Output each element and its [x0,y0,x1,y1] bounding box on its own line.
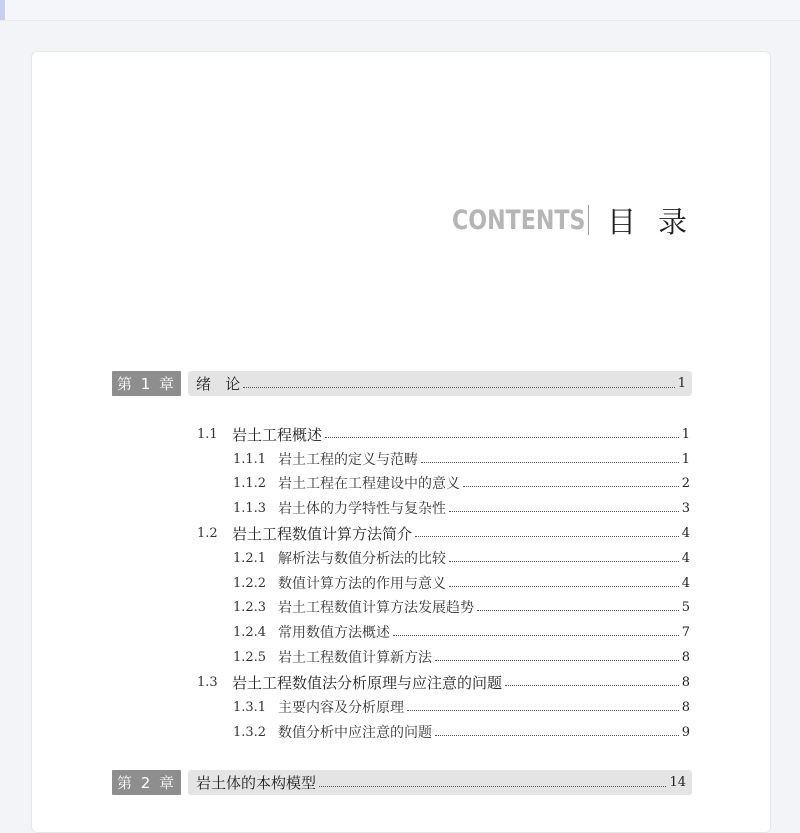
page-number: 8 [681,699,690,715]
subsection-title: 数值计算方法的作用与意义 [278,576,446,592]
dot-leader [463,485,679,487]
dot-leader [449,560,679,562]
top-accent [0,0,5,20]
subsection-number: 1.2.1 [233,550,267,566]
page-number: 1 [681,426,690,442]
subsection-number: 1.2.4 [233,624,267,640]
dot-leader [421,461,679,463]
dot-leader [407,709,679,711]
toc-subsection[interactable] [233,572,690,594]
subsection-title: 主要内容及分析原理 [278,700,404,716]
toc-section[interactable] [197,522,690,544]
subsection-title: 解析法与数值分析法的比较 [278,551,446,567]
subsection-number: 1.2.2 [233,575,267,591]
top-bar [0,0,800,21]
subsection-title: 岩土工程的定义与范畴 [278,452,418,468]
page-number: 1 [681,451,690,467]
page-number: 14 [669,775,686,790]
chapter-title: 绪 论 [196,375,241,393]
page-number: 4 [681,525,690,541]
page-number: 9 [681,724,690,740]
chapter-number: 第 1 章 [112,371,181,396]
subsection-number: 1.1.3 [233,500,267,516]
chapter-number: 第 2 章 [112,770,181,795]
chapter-bar [188,770,692,795]
subsection-number: 1.3.2 [233,724,267,740]
dot-leader [477,609,679,611]
dot-leader [435,659,679,661]
dot-leader [393,634,679,636]
toc-subsection[interactable] [233,497,690,519]
heading-divider [588,205,589,235]
toc-section[interactable] [197,423,690,445]
subsection-title: 岩土工程数值计算方法发展趋势 [278,600,474,616]
dot-leader [325,436,679,438]
page-number: 5 [681,599,690,615]
page-number: 4 [681,550,690,566]
dot-leader [415,535,679,537]
section-number: 1.2 [197,525,218,541]
dot-leader [243,386,674,388]
section-number: 1.1 [197,426,218,442]
chapter-title: 岩土体的本构模型 [196,774,317,792]
page-number: 3 [681,500,690,516]
subsection-number: 1.1.1 [233,451,267,467]
dot-leader [449,510,679,512]
section-number: 1.3 [197,674,218,690]
contents-heading [452,200,709,240]
heading-chinese: 目录 [607,204,710,239]
section-title: 岩土工程概述 [232,425,323,444]
dot-leader [505,684,679,686]
dot-leader [435,734,679,736]
heading-english: CONTENTS [452,204,586,236]
dot-leader [449,585,679,587]
subsection-title: 岩土工程在工程建设中的意义 [278,476,460,492]
section-title: 岩土工程数值法分析原理与应注意的问题 [232,673,503,692]
subsection-number: 1.1.2 [233,475,267,491]
toc-subsection[interactable] [233,596,690,618]
page-number: 8 [681,674,690,690]
toc-subsection[interactable] [233,472,690,494]
subsection-number: 1.2.3 [233,599,267,615]
page-number: 2 [681,475,690,491]
subsection-number: 1.3.1 [233,699,267,715]
page-number: 4 [681,575,690,591]
toc-subsection[interactable] [233,646,690,668]
page-number: 8 [681,649,690,665]
toc-chapter-1[interactable] [112,371,692,396]
subsection-title: 岩土工程数值计算新方法 [278,650,432,666]
page-number: 7 [681,624,690,640]
subsection-number: 1.2.5 [233,649,267,665]
section-title: 岩土工程数值计算方法简介 [232,524,413,543]
subsection-title: 岩土体的力学特性与复杂性 [278,501,446,517]
subsection-title: 数值分析中应注意的问题 [278,725,432,741]
toc-subsection[interactable] [233,696,690,718]
toc-subsection[interactable] [233,721,690,743]
chapter-bar [188,371,692,396]
toc-chapter-2[interactable] [112,770,692,795]
toc-section[interactable] [197,671,690,693]
page-number: 1 [677,376,686,391]
dot-leader [319,785,666,787]
toc-subsection[interactable] [233,448,690,470]
subsection-title: 常用数值方法概述 [278,625,390,641]
toc-subsection[interactable] [233,621,690,643]
toc-subsection[interactable] [233,547,690,569]
